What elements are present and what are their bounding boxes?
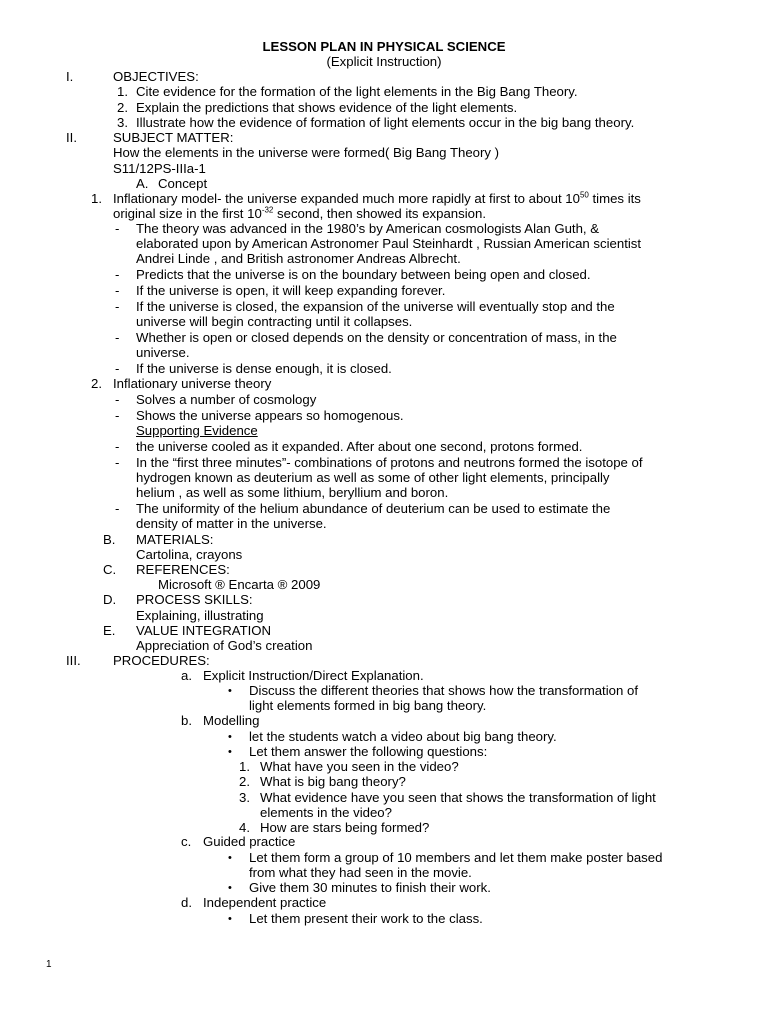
references-value: Microsoft ® Encarta ® 2009 (158, 577, 321, 592)
objective-item: Explain the predictions that shows evidence of the light elements. (136, 100, 518, 115)
procedure-label: Explicit Instruction/Direct Explanation. (203, 668, 424, 683)
bullet-marker: • (228, 685, 232, 697)
objective-number: 2. (117, 100, 128, 115)
procedure-letter: d. (181, 895, 192, 910)
process-skills-value: Explaining, illustrating (136, 608, 264, 623)
subject-code: S11/12PS-IIIa-1 (113, 161, 206, 176)
model-point-text: Predicts that the universe is on the boundary between being open and closed. (136, 267, 591, 282)
procedure-label: Guided practice (203, 834, 296, 849)
materials-label: MATERIALS: (136, 532, 214, 547)
question-text: What is big bang theory? (260, 774, 406, 789)
section-letter: C. (103, 562, 117, 577)
document-subtitle: (Explicit Instruction) (326, 54, 442, 69)
dash-marker: - (115, 283, 120, 298)
process-skills-label: PROCESS SKILLS: (136, 592, 253, 607)
model-point-text: The theory was advanced in the 1980’s by American cosmologists Alan Guth, & (136, 221, 600, 236)
question-number: 4. (239, 820, 250, 835)
inflationary-theory-label: Inflationary universe theory (113, 376, 272, 391)
dash-marker: - (115, 392, 120, 407)
model-point-text: Whether is open or closed depends on the density or concentration of mass, in the (136, 330, 617, 345)
bullet-marker: • (228, 731, 232, 743)
objective-number: 1. (117, 84, 128, 99)
inflationary-model-line-2: original size in the first $10^{-32}$ second, then showed its expansion. (113, 205, 486, 221)
question-number: 3. (239, 790, 250, 805)
procedure-bullet-text: Let them present their work to the class. (249, 911, 483, 926)
dash-marker: - (115, 330, 120, 345)
procedure-letter: b. (181, 713, 192, 728)
question-text: How are stars being formed? (260, 820, 430, 835)
exponent: 50 (579, 190, 589, 200)
section-letter: E. (103, 623, 116, 638)
references-label: REFERENCES: (136, 562, 230, 577)
objective-number: 3. (117, 115, 128, 130)
question-text: What have you seen in the video? (260, 759, 459, 774)
section-letter: B. (103, 532, 116, 547)
model-point-text: If the universe is closed, the expansion of the universe will eventually stop and the (136, 299, 615, 314)
objectives-heading: OBJECTIVES: (113, 69, 199, 84)
evidence-point-text: The uniformity of the helium abundance of deuterium can be used to estimate the (136, 501, 611, 516)
question-number: 2. (239, 774, 250, 789)
supporting-evidence-heading: Supporting Evidence (136, 423, 258, 438)
section-number-subject: II. (66, 130, 77, 145)
exponent: -32 (261, 205, 274, 215)
evidence-point-text: hydrogen known as deuterium as well as some of other light elements, principally (136, 470, 610, 485)
section-letter: D. (103, 592, 117, 607)
materials-value: Cartolina, crayons (136, 547, 243, 562)
procedure-letter: a. (181, 668, 192, 683)
procedure-bullet-text: light elements formed in big bang theory. (249, 698, 487, 713)
dash-marker: - (115, 408, 120, 423)
procedure-bullet-text: Let them form a group of 10 members and let them make poster based (249, 850, 663, 865)
dash-marker: - (115, 361, 120, 376)
dash-marker: - (115, 501, 120, 516)
evidence-point-text: helium , as well as some lithium, beryllium and boron. (136, 485, 449, 500)
dash-marker: - (115, 455, 120, 470)
concept-letter: A. (136, 176, 149, 191)
page-number: 1 (46, 959, 52, 970)
inflationary-model-line-1: Inflationary model- the universe expanded much more rapidly at first to about $10^{50}$ times its (113, 190, 641, 206)
dash-marker: - (115, 439, 120, 454)
evidence-point-text: the universe cooled as it expanded. After about one second, protons formed. (136, 439, 583, 454)
concept-item-number: 2. (91, 376, 102, 391)
bullet-marker: • (228, 746, 232, 758)
question-text: What evidence have you seen that shows the transformation of light (260, 790, 656, 805)
bullet-marker: • (228, 913, 232, 925)
bullet-marker: • (228, 852, 232, 864)
theory-point-text: Shows the universe appears so homogenous. (136, 408, 404, 423)
procedure-bullet-text: from what they had seen in the movie. (249, 865, 472, 880)
model-point-text: elaborated upon by American Astronomer Paul Steinhardt , Russian American scientist (136, 236, 642, 251)
dash-marker: - (115, 299, 120, 314)
dash-marker: - (115, 221, 120, 236)
subject-heading: SUBJECT MATTER: (113, 130, 234, 145)
section-number-objectives: I. (66, 69, 74, 84)
question-text: elements in the video? (260, 805, 392, 820)
evidence-point-text: In the “first three minutes”- combinations of protons and neutrons formed the isotope of (136, 455, 643, 470)
objective-item: Cite evidence for the formation of the light elements in the Big Bang Theory. (136, 84, 578, 99)
concept-item-number: 1. (91, 191, 102, 206)
procedure-bullet-text: Let them answer the following questions: (249, 744, 488, 759)
concept-label: Concept (158, 176, 208, 191)
procedure-label: Independent practice (203, 895, 327, 910)
procedure-bullet-text: Discuss the different theories that shows how the transformation of (249, 683, 638, 698)
value-integration-label: VALUE INTEGRATION (136, 623, 272, 638)
procedure-letter: c. (181, 834, 192, 849)
procedure-label: Modelling (203, 713, 260, 728)
model-point-text: If the universe is open, it will keep expanding forever. (136, 283, 446, 298)
objective-item: Illustrate how the evidence of formation of light elements occur in the big bang theory. (136, 115, 635, 130)
document-title: LESSON PLAN IN PHYSICAL SCIENCE (262, 39, 506, 54)
section-number-procedures: III. (66, 653, 81, 668)
procedure-bullet-text: Give them 30 minutes to finish their work. (249, 880, 491, 895)
theory-point-text: Solves a number of cosmology (136, 392, 317, 407)
model-point-text: universe. (136, 345, 190, 360)
evidence-point-text: density of matter in the universe. (136, 516, 327, 531)
dash-marker: - (115, 267, 120, 282)
value-integration-value: Appreciation of God’s creation (136, 638, 313, 653)
model-point-text: If the universe is dense enough, it is closed. (136, 361, 392, 376)
bullet-marker: • (228, 882, 232, 894)
model-point-text: Andrei Linde , and British astronomer Andreas Albrecht. (136, 251, 461, 266)
question-number: 1. (239, 759, 250, 774)
model-point-text: universe will begin contracting until it collapses. (136, 314, 413, 329)
procedures-heading: PROCEDURES: (113, 653, 210, 668)
procedure-bullet-text: let the students watch a video about big bang theory. (249, 729, 557, 744)
subject-topic: How the elements in the universe were formed( Big Bang Theory ) (113, 145, 500, 160)
